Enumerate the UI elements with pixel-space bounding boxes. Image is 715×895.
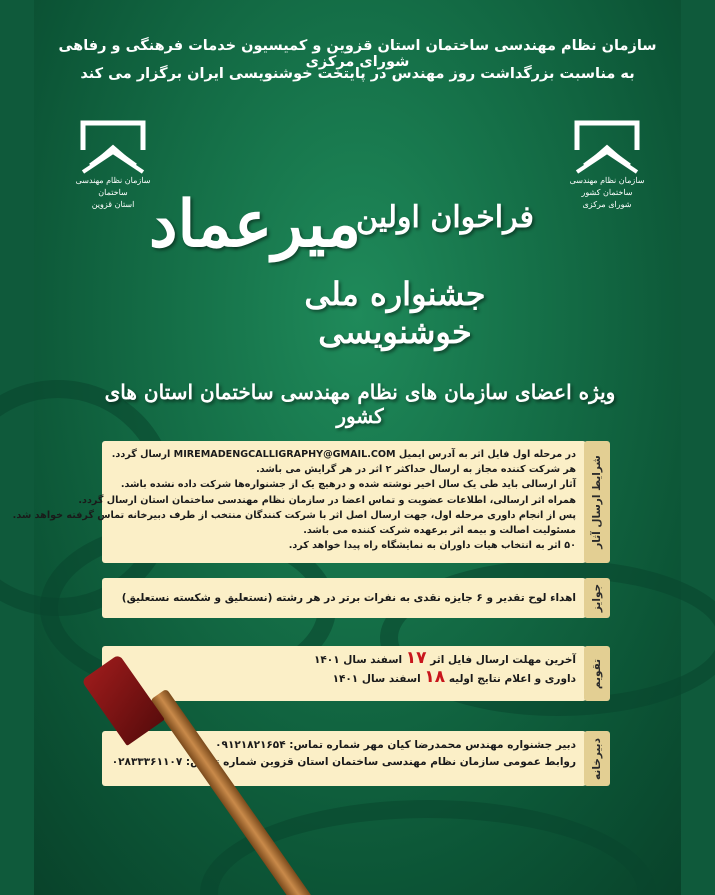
calendar-line-1 [112,650,576,669]
condition-line: ۵۰ اثر به انتخاب هیات داوران به نمایشگاه راه پیدا خواهد کرد. [288,540,576,552]
title-line-1: فراخوان اولین [356,200,534,235]
building-logo-icon [78,120,148,175]
deadline-day: ۱۷ [405,648,427,668]
festival-name: میرعماد [148,187,362,262]
subtitle: ویژه اعضای سازمان های نظام مهندسی ساختمان استان های کشور [104,380,616,428]
prizes-tab-label: جوایز [591,583,603,613]
logo-council [562,120,652,211]
logo-caption: استان قزوین [91,200,135,209]
condition-line: آثار ارسالی باید طی یک سال اخیر نوشته شده و درهیچ یک از جشنواره‌ها شرکت داده نشده باشد. [120,479,576,491]
section-conditions [12,441,610,563]
secretariat-line-2: روابط عمومی سازمان نظام مهندسی ساختمان استان قزوین شماره تماس: ۰۲۸۳۳۳۶۱۱۰۷ [111,756,576,768]
results-day: ۱۸ [424,667,446,687]
prizes-tab [584,578,610,618]
results-month: اسفند سال ۱۴۰۱ [332,673,421,685]
calendar-tab [584,646,610,701]
header-line-1: سازمان نظام مهندسی ساختمان استان قزوین و کمیسیون خدمات فرهنگی و رفاهی شورای مرکزی [58,38,657,70]
logo-caption: سازمان نظام مهندسی ساختمان کشور [569,176,645,197]
results-label: داوری و اعلام نتایج اولیه [448,673,576,685]
deadline-label: آخرین مهلت ارسال فایل اثر [430,654,576,666]
title-line-2: جشنواره ملی خوشنویسی [304,275,486,351]
condition-line: پس از انجام داوری مرحله اول، جهت ارسال اصل اثر با شرکت کنندگان منتخب از طرف دبیرخانه تماس گرفته خواهد شد. [12,509,576,521]
prizes-panel [102,578,586,618]
secretariat-tab [584,731,610,786]
secretariat-panel [102,731,586,786]
prizes-text: اهداء لوح تقدیر و ۶ جایزه نقدی به نفرات برتر در هر رشته (نستعلیق و شکسته نستعلیق) [121,592,576,604]
calendar-panel [102,646,586,701]
conditions-panel [12,441,586,563]
condition-line: در مرحله اول فایل اثر به آدرس ایمیل MIREMADENGCALLIGRAPHY@GMAIL.COM ارسال گردد. [111,449,576,460]
right-border [681,0,715,895]
header-line-2: به مناسبت بزرگداشت روز مهندس در پایتخت خوشنویسی ایران برگزار می کند [80,66,635,82]
logo-caption: شورای مرکزی [582,200,632,209]
secretariat-line-1: دبیر جشنواره مهندس محمدرضا کیان مهر شماره تماس: ۰۹۱۲۱۸۲۱۶۵۴ [215,739,576,751]
building-logo-icon [572,120,642,175]
condition-line: همراه اثر ارسالی، اطلاعات عضویت و تماس اعضا در سازمان نظام مهندسی ساختمان استان ارسال گردد. [78,494,576,506]
calendar-tab-label: تقویم [591,658,603,689]
condition-line: هر شرکت کننده مجاز به ارسال حداکثر ۲ اثر در هر گرایش می باشد. [256,464,576,476]
section-calendar [102,646,610,701]
calendar-line-2 [112,669,576,688]
conditions-tab-label: شرایط ارسال آثار [591,455,603,549]
deadline-month: اسفند سال ۱۴۰۱ [313,654,403,666]
section-prizes [102,578,610,618]
logo-caption: سازمان نظام مهندسی ساختمان [75,176,151,197]
secretariat-tab-label: دبیرخانه [591,737,603,780]
condition-line: مسئولیت اصالت و بیمه اثر برعهده شرکت کننده می باشد. [303,525,576,537]
conditions-tab [584,441,610,563]
